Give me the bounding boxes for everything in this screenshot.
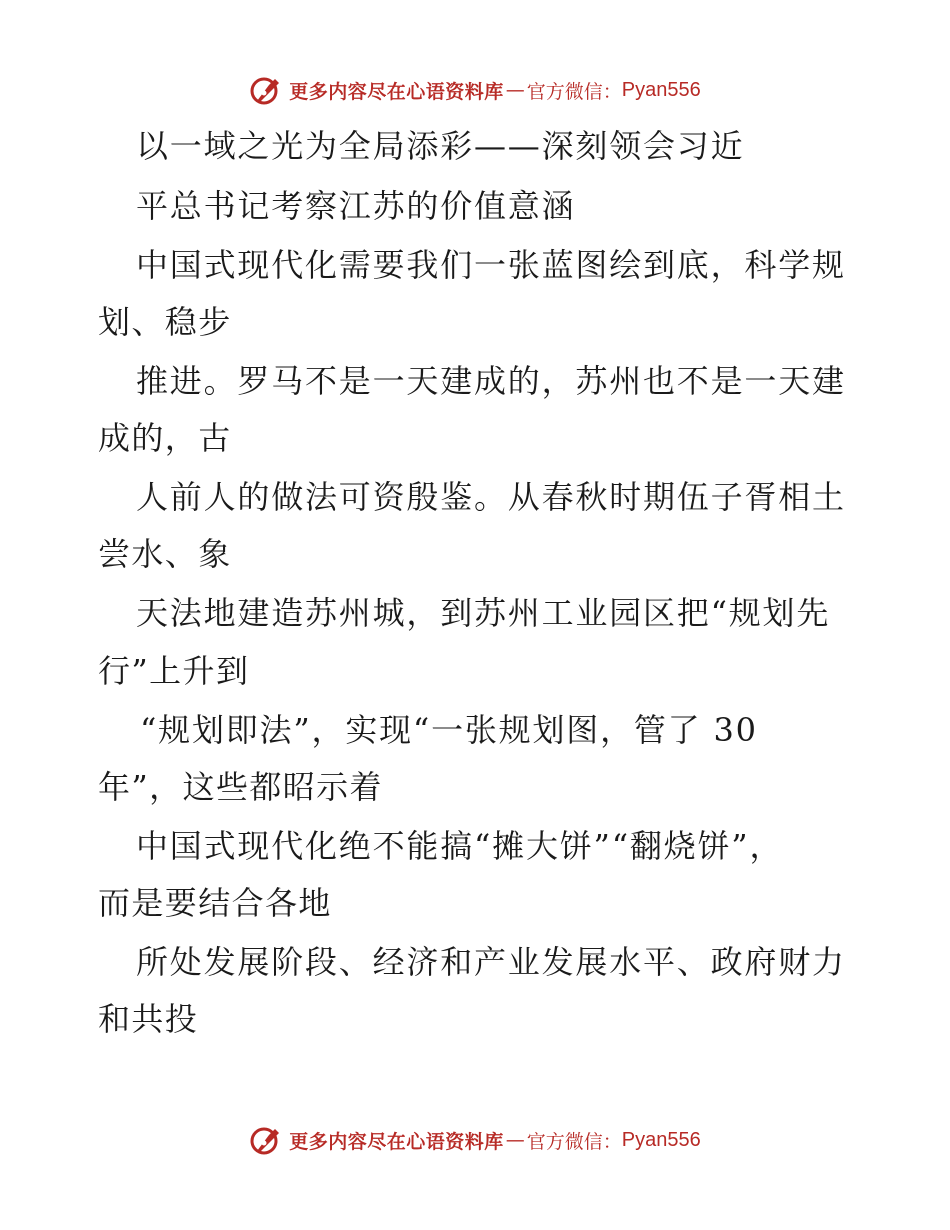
title-line-2: 平总书记考察江苏的价值意涵	[136, 187, 576, 225]
paragraph-line: 和共投	[98, 1000, 199, 1038]
header-separator: —	[505, 79, 525, 101]
paragraph-line: 中国式现代化绝不能搞“摊大饼”“翻烧饼”，	[136, 827, 784, 865]
paragraph-line: 中国式现代化需要我们一张蓝图绘到底，科学规	[136, 246, 846, 284]
paragraph-line: 行”上升到	[98, 652, 250, 690]
paragraph-line: 推进。罗马不是一天建成的，苏州也不是一天建	[136, 362, 846, 400]
footer-contact-label: 官方微信：	[526, 1130, 622, 1153]
footer-banner	[0, 1120, 950, 1160]
footer-separator: —	[505, 1129, 525, 1151]
paragraph-line: 而是要结合各地	[98, 884, 332, 922]
header-banner	[0, 70, 950, 110]
pen-nib-logo-icon	[249, 1123, 283, 1157]
paragraph-line: 成的，古	[98, 419, 232, 457]
paragraph-line: 年”，这些都昭示着	[98, 768, 383, 806]
paragraph-line: 天法地建造苏州城，到苏州工业园区把“规划先	[136, 594, 831, 632]
footer-contact-handle: Pyan556	[621, 1128, 701, 1151]
paragraph-line: “规划即法”，实现“一张规划图，管了 30	[140, 711, 758, 749]
header-brand: 更多内容尽在心语资料库	[289, 80, 504, 103]
paragraph-line: 人前人的做法可资殷鉴。从春秋时期伍子胥相土	[136, 478, 846, 516]
paragraph-line: 划、稳步	[98, 303, 232, 341]
pen-nib-logo-icon	[249, 73, 283, 107]
header-contact-label: 官方微信：	[526, 80, 622, 103]
paragraph-line: 所处发展阶段、经济和产业发展水平、政府财力	[136, 943, 846, 981]
footer-brand: 更多内容尽在心语资料库	[289, 1130, 504, 1153]
paragraph-line: 尝水、象	[98, 535, 232, 573]
header-contact-handle: Pyan556	[621, 78, 701, 101]
title-line-1: 以一域之光为全局添彩——深刻领会习近	[136, 127, 745, 165]
